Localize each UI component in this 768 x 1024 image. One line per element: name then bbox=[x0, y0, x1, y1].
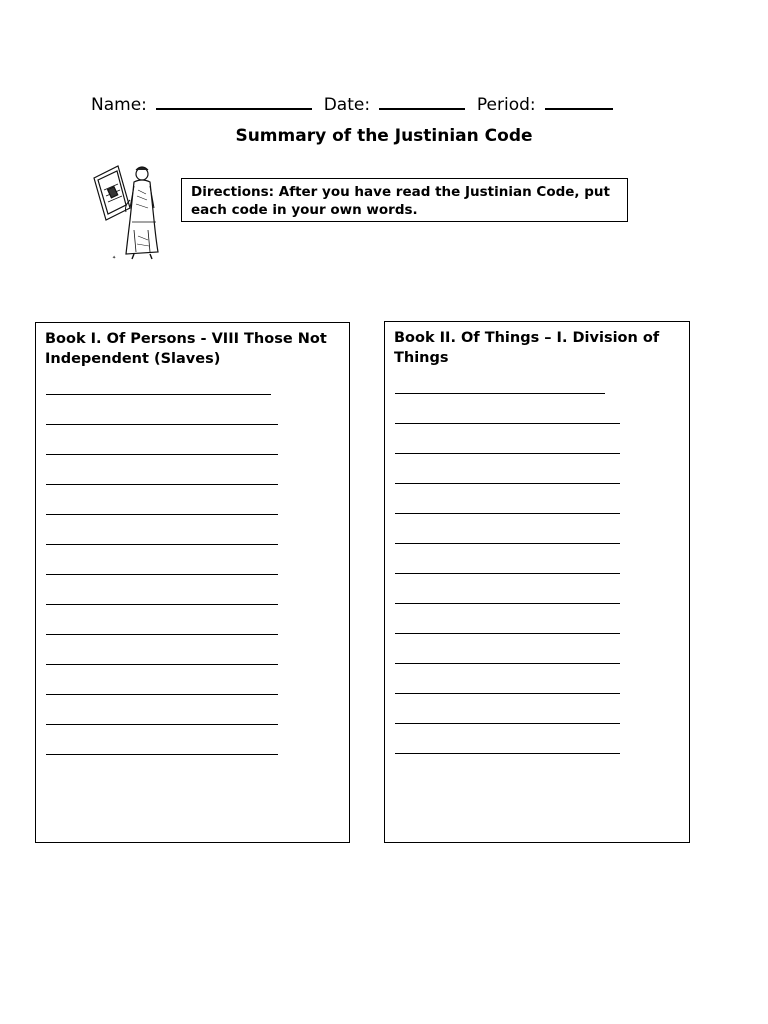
answer-line[interactable] bbox=[395, 573, 620, 574]
name-label: Name: bbox=[91, 95, 147, 115]
justinian-figure-icon bbox=[90, 160, 162, 260]
directions-box: Directions: After you have read the Justinian Code, put each code in your own words. bbox=[181, 178, 628, 222]
answer-line[interactable] bbox=[395, 453, 620, 454]
book-1-title: Book I. Of Persons - VIII Those Not Independent (Slaves) bbox=[45, 331, 327, 367]
answer-line[interactable] bbox=[395, 393, 605, 394]
answer-line[interactable] bbox=[46, 694, 278, 695]
answer-line[interactable] bbox=[46, 604, 278, 605]
answer-line[interactable] bbox=[395, 693, 620, 694]
answer-line[interactable] bbox=[46, 394, 271, 395]
answer-line[interactable] bbox=[395, 423, 620, 424]
answer-line[interactable] bbox=[46, 514, 278, 515]
date-label: Date: bbox=[323, 95, 371, 115]
svg-text:✦: ✦ bbox=[112, 255, 117, 260]
book-2-title: Book II. Of Things – I. Division of Things bbox=[394, 330, 660, 366]
answer-line[interactable] bbox=[395, 603, 620, 604]
answer-line[interactable] bbox=[395, 513, 620, 514]
student-info-header bbox=[91, 92, 613, 115]
book-1-box bbox=[35, 322, 350, 843]
period-field[interactable] bbox=[545, 92, 613, 110]
answer-line[interactable] bbox=[46, 634, 278, 635]
answer-line[interactable] bbox=[395, 483, 620, 484]
answer-line[interactable] bbox=[46, 544, 278, 545]
page-title: Summary of the Justinian Code bbox=[235, 126, 533, 146]
answer-line[interactable] bbox=[395, 543, 620, 544]
answer-line[interactable] bbox=[395, 663, 620, 664]
answer-line[interactable] bbox=[395, 633, 620, 634]
answer-line[interactable] bbox=[395, 753, 620, 754]
answer-line[interactable] bbox=[46, 724, 278, 725]
book-2-box bbox=[384, 321, 690, 843]
name-field[interactable] bbox=[156, 92, 312, 110]
answer-line[interactable] bbox=[395, 723, 620, 724]
date-field[interactable] bbox=[379, 92, 465, 110]
answer-line[interactable] bbox=[46, 424, 278, 425]
answer-line[interactable] bbox=[46, 664, 278, 665]
answer-line[interactable] bbox=[46, 454, 278, 455]
answer-line[interactable] bbox=[46, 484, 278, 485]
answer-line[interactable] bbox=[46, 754, 278, 755]
period-label: Period: bbox=[476, 95, 536, 115]
answer-line[interactable] bbox=[46, 574, 278, 575]
